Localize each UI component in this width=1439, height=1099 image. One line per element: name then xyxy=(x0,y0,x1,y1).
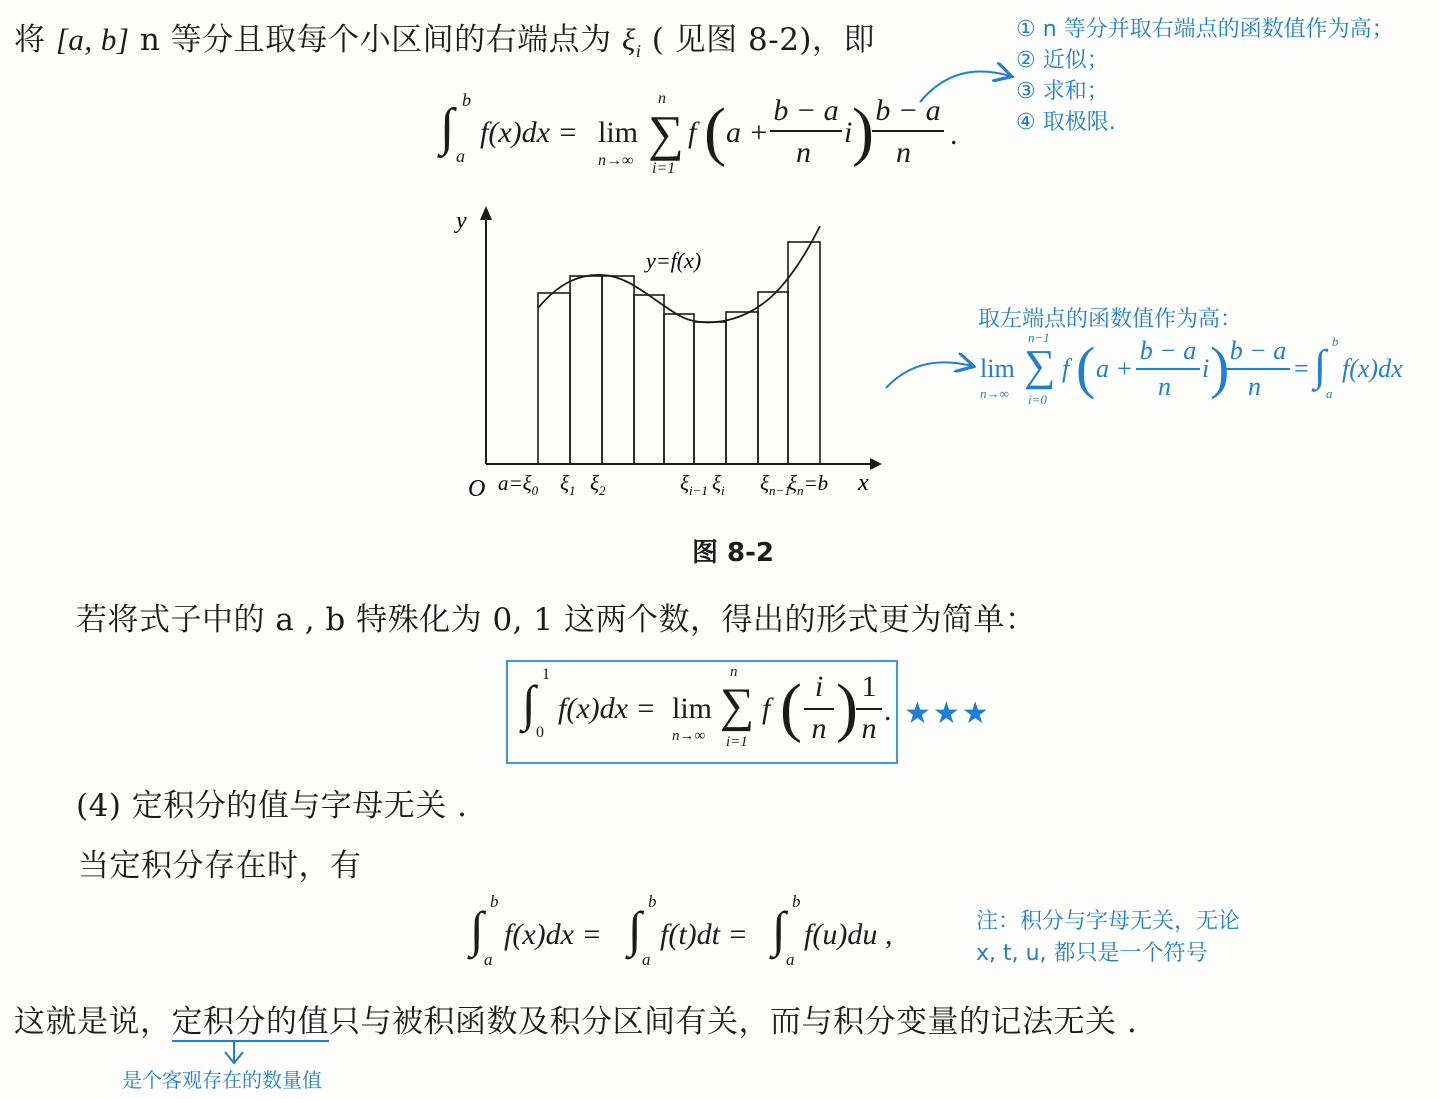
tick-label: $\xi_{n-1}$ xyxy=(760,471,791,498)
conclusion-line: 这就是说，定积分的值只与被积函数及积分区间有关，而与积分变量的记法无关 . xyxy=(14,1004,1138,1040)
riemann-rect xyxy=(726,312,758,464)
function-curve xyxy=(538,226,820,322)
xi-symbol: $\xi_i$ xyxy=(622,22,642,62)
intro-text-2: n 等分且取每个小区间的右端点为 xyxy=(139,22,612,58)
riemann-rect xyxy=(788,242,820,464)
note-line-1: ① n 等分并取右端点的函数值作为高； xyxy=(1016,17,1394,42)
formula-left-endpoint: lim n→∞ ∑ n−1 i=0 f ( a + b − a n i ) b − a n = ∫ b a f(x)dx xyxy=(980,330,1403,407)
tick-label: $\xi_{i-1}$ xyxy=(680,471,708,498)
note-line-2: ② 近似； xyxy=(1016,48,1109,73)
riemann-rect xyxy=(664,314,694,464)
note-line-4: ④ 取极限. xyxy=(1016,110,1116,135)
y-axis-arrow xyxy=(480,206,492,220)
importance-stars: ★★★ xyxy=(904,696,991,731)
y-axis-label: y xyxy=(456,208,467,234)
section-4-heading: (4) 定积分的值与字母无关 . xyxy=(76,788,468,824)
interval: [a, b] xyxy=(55,22,130,57)
note-line-3: ③ 求和； xyxy=(1016,79,1109,104)
formula-dummy-variable: ∫ b a f(x)dx = ∫ b a f(t)dt = ∫ b a f(u)du , xyxy=(470,892,893,969)
riemann-rect xyxy=(694,322,726,464)
intro-text-1: 将 xyxy=(14,22,46,58)
note-left-title: 取左端点的函数值作为高： xyxy=(978,307,1243,332)
riemann-figure xyxy=(440,190,900,510)
tick-label: $\xi_1$ xyxy=(560,471,576,498)
note-bottom: 是个客观存在的数量值 xyxy=(122,1068,322,1092)
x-axis-label: x xyxy=(858,470,869,496)
figure-caption: 图 8-2 xyxy=(692,538,775,568)
underlined-phrase: 定积分的值 xyxy=(171,1004,329,1040)
integral-sign: ∫ xyxy=(440,99,455,156)
tick-label: $a=\xi_0$ xyxy=(498,471,539,498)
riemann-rect xyxy=(570,276,602,464)
tick-label: $\xi_n=b$ xyxy=(788,471,829,498)
riemann-rect xyxy=(602,276,634,464)
origin-label: O xyxy=(468,476,486,502)
riemann-rect xyxy=(758,292,788,464)
tick-label: $\xi_i$ xyxy=(712,471,725,498)
intro-text-3: ( 见图 8-2)，即 xyxy=(651,22,876,58)
tick-label: $\xi_2$ xyxy=(590,471,606,498)
note-dummy-variable: 注：积分与字母无关，无论 x, t, u, 都只是一个符号 xyxy=(976,909,1241,966)
riemann-rect xyxy=(634,295,664,464)
boxed-formula: ∫ 1 0 f(x)dx = lim n→∞ ∑ n i=1 f ( i n ) 1 n . xyxy=(506,660,898,764)
section-4-line: 当定积分存在时，有 xyxy=(78,848,362,884)
x-axis-arrow xyxy=(870,458,882,470)
arrow-to-note xyxy=(920,72,1010,102)
special-case-text: 若将式子中的 a , b 特殊化为 0, 1 这两个数，得出的形式更为简单： xyxy=(76,602,1037,638)
curve-label: y=f(x) xyxy=(646,248,702,273)
riemann-rect xyxy=(538,293,570,464)
